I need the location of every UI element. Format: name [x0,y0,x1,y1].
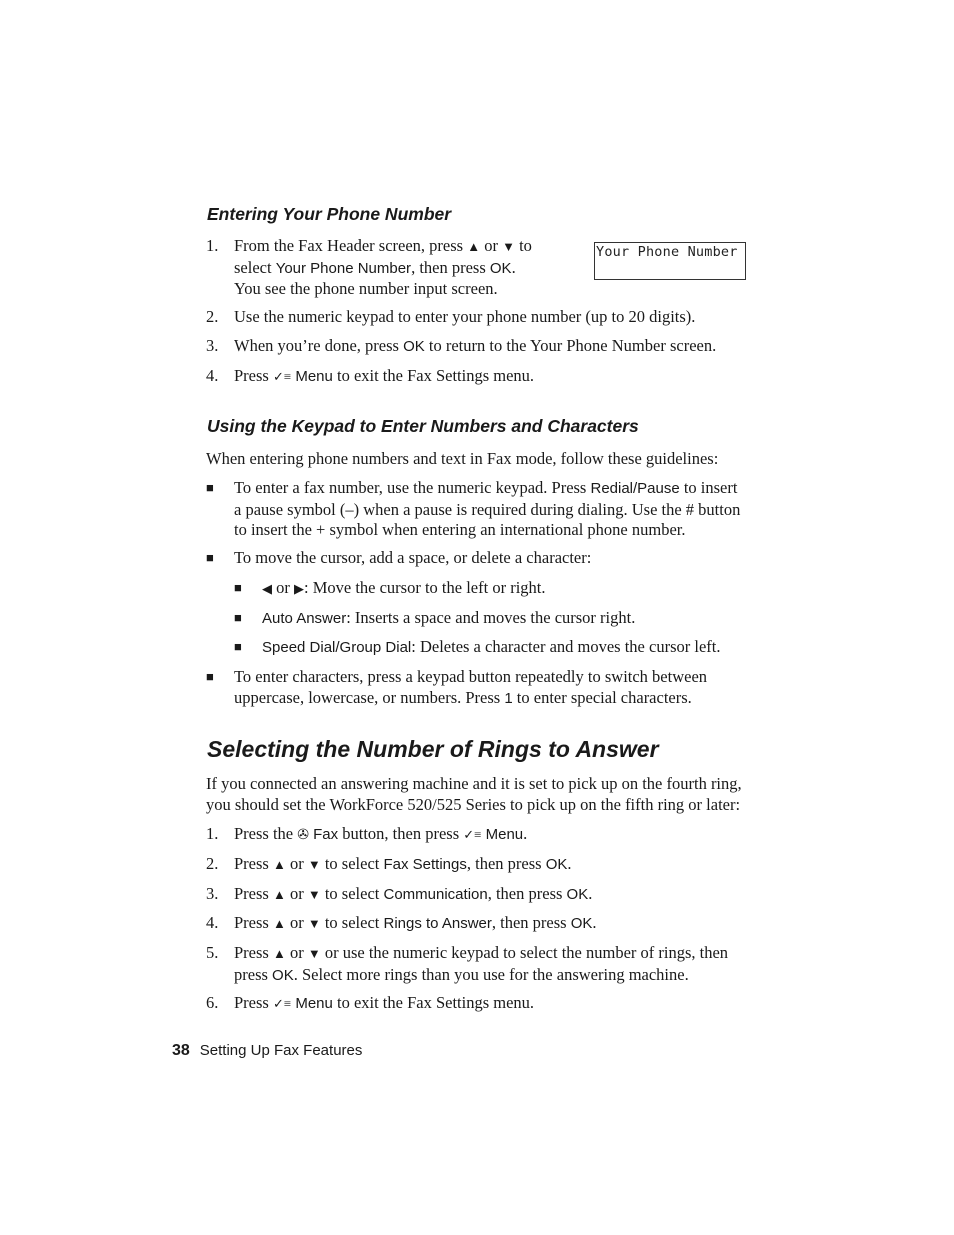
menu-icon: ✓≡ [272,369,292,384]
step-text: From the Fax Header screen, press ▲ or ▼ to select Your Phone Number, then press OK. You see the phone number input screen. [234,236,532,298]
ui-label-ok: OK [545,856,568,873]
ui-label-auto-answer: Auto Answer [262,610,347,627]
ui-label-ok: OK [403,338,425,355]
rings-intro: If you connected an answering machine and it is set to pick up on the fourth ring, you should set the WorkForce 520/525 Series to pick up on the fifth ring or later: [206,774,742,814]
bullet-icon: ■ [206,550,214,565]
step-number: 1. [206,236,219,255]
bullet-icon: ■ [234,610,242,625]
menu-icon: ✓≡ [463,827,482,842]
ui-label-ok: OK [272,966,294,984]
ui-label-1: 1 [504,689,513,707]
keypad-intro: When entering phone numbers and text in Fax mode, follow these guidelines: [206,449,719,468]
up-arrow-icon: ▲ [272,916,286,931]
down-arrow-icon: ▼ [307,857,321,872]
ui-label-ok: OK [489,259,512,277]
down-arrow-icon: ▼ [307,946,321,961]
manual-page: Entering Your Phone Number 1. From the Fax Header screen, press ▲ or ▼ to select Your Phone Number, then press OK. You see the phone number input screen. Your Phone Number 2. Use the numeric keypad to enter your phone number (up to 20 digits). 3. When you’re done, press OK to return to the Your Phone Number screen. 4. Press ✓≡ Menu to exit the Fax Settings menu. Using the Keypad to Enter Numbers and Characters When entering phone numbers and text in Fax mode, follow these guidelines: ■ To enter a fax number, use the numeric keypad. Press Redial/Pause to insert a pause symbol (–) when a pause is required during dialing. Use the # button to insert the + symbol when entering an international phone number. ■ To move the cursor, add a space, or delete a character: ■ ◀ or ▶: Move the cursor to the left or right. ■ Auto Answer: Inserts a space and moves the cursor right. ■ Speed Dial/Group Dial: Deletes a character and moves the cursor left. ■ To enter characters, press a keypad button repeatedly to switch between uppercase, lowercase, or numbers. Press 1 to enter special characters. Selecting the Number of Rings to Answer If you connected an answering machine and it is set to pick up on the fourth ring, you should set the WorkForce 520/525 Series to pick up on the fifth ring or later: 1. Press the ✇ Fax button, then press ✓≡ Menu. 2. Press ▲ or ▼ to select Fax Settings, then press OK. 3. Press ▲ or ▼ to select Communication, then press OK. 4. Press ▲ or ▼ to select Rings to Answer, then press OK. 5. Press ▲ or ▼ or use the numeric keypad to select the number of rings, then press OK. Select more rings than you use for the answering machine. 6. Press ✓≡ Menu to exit the Fax Settings menu. 38 Setting Up Fax Features [0,0,954,1235]
ui-label-menu: Menu [295,995,333,1012]
ui-label-ok: OK [570,915,593,932]
lcd-screen-display: Your Phone Number [594,242,746,280]
right-arrow-icon: ▶ [294,581,304,596]
ui-label-menu: Menu [485,826,524,843]
section-heading-keypad: Using the Keypad to Enter Numbers and Characters [207,416,639,436]
ui-label-fax-settings: Fax Settings [383,856,467,873]
bullet-icon: ■ [206,669,214,684]
page-number: 38 [172,1042,190,1059]
down-arrow-icon: ▼ [307,916,321,931]
left-arrow-icon: ◀ [262,581,272,596]
ui-label-your-phone-number: Your Phone Number [275,259,412,277]
up-arrow-icon: ▲ [272,946,286,961]
up-arrow-icon: ▲ [272,857,286,872]
ui-label-fax: Fax [313,826,339,843]
ui-label-menu: Menu [295,368,333,385]
ui-label-communication: Communication [383,886,488,903]
page-footer [172,1042,362,1060]
section-heading-phone-number: Entering Your Phone Number [207,204,452,224]
step-1 [206,236,574,298]
down-arrow-icon: ▼ [502,239,515,254]
ui-label-redial-pause: Redial/Pause [590,480,680,497]
bullet-icon: ■ [234,639,242,654]
ui-label-rings-to-answer: Rings to Answer [383,915,492,932]
up-arrow-icon: ▲ [272,887,286,902]
bullet-icon: ■ [206,480,214,495]
ui-label-ok: OK [566,886,589,903]
fax-icon: ✇ [297,828,309,843]
menu-icon: ✓≡ [272,996,292,1011]
footer-title: Setting Up Fax Features [199,1042,363,1059]
page-section-title-rings: Selecting the Number of Rings to Answer [207,736,659,762]
bullet-icon: ■ [234,580,242,595]
down-arrow-icon: ▼ [307,887,321,902]
up-arrow-icon: ▲ [467,239,481,254]
ui-label-speed-dial: Speed Dial/Group Dial [262,639,412,656]
